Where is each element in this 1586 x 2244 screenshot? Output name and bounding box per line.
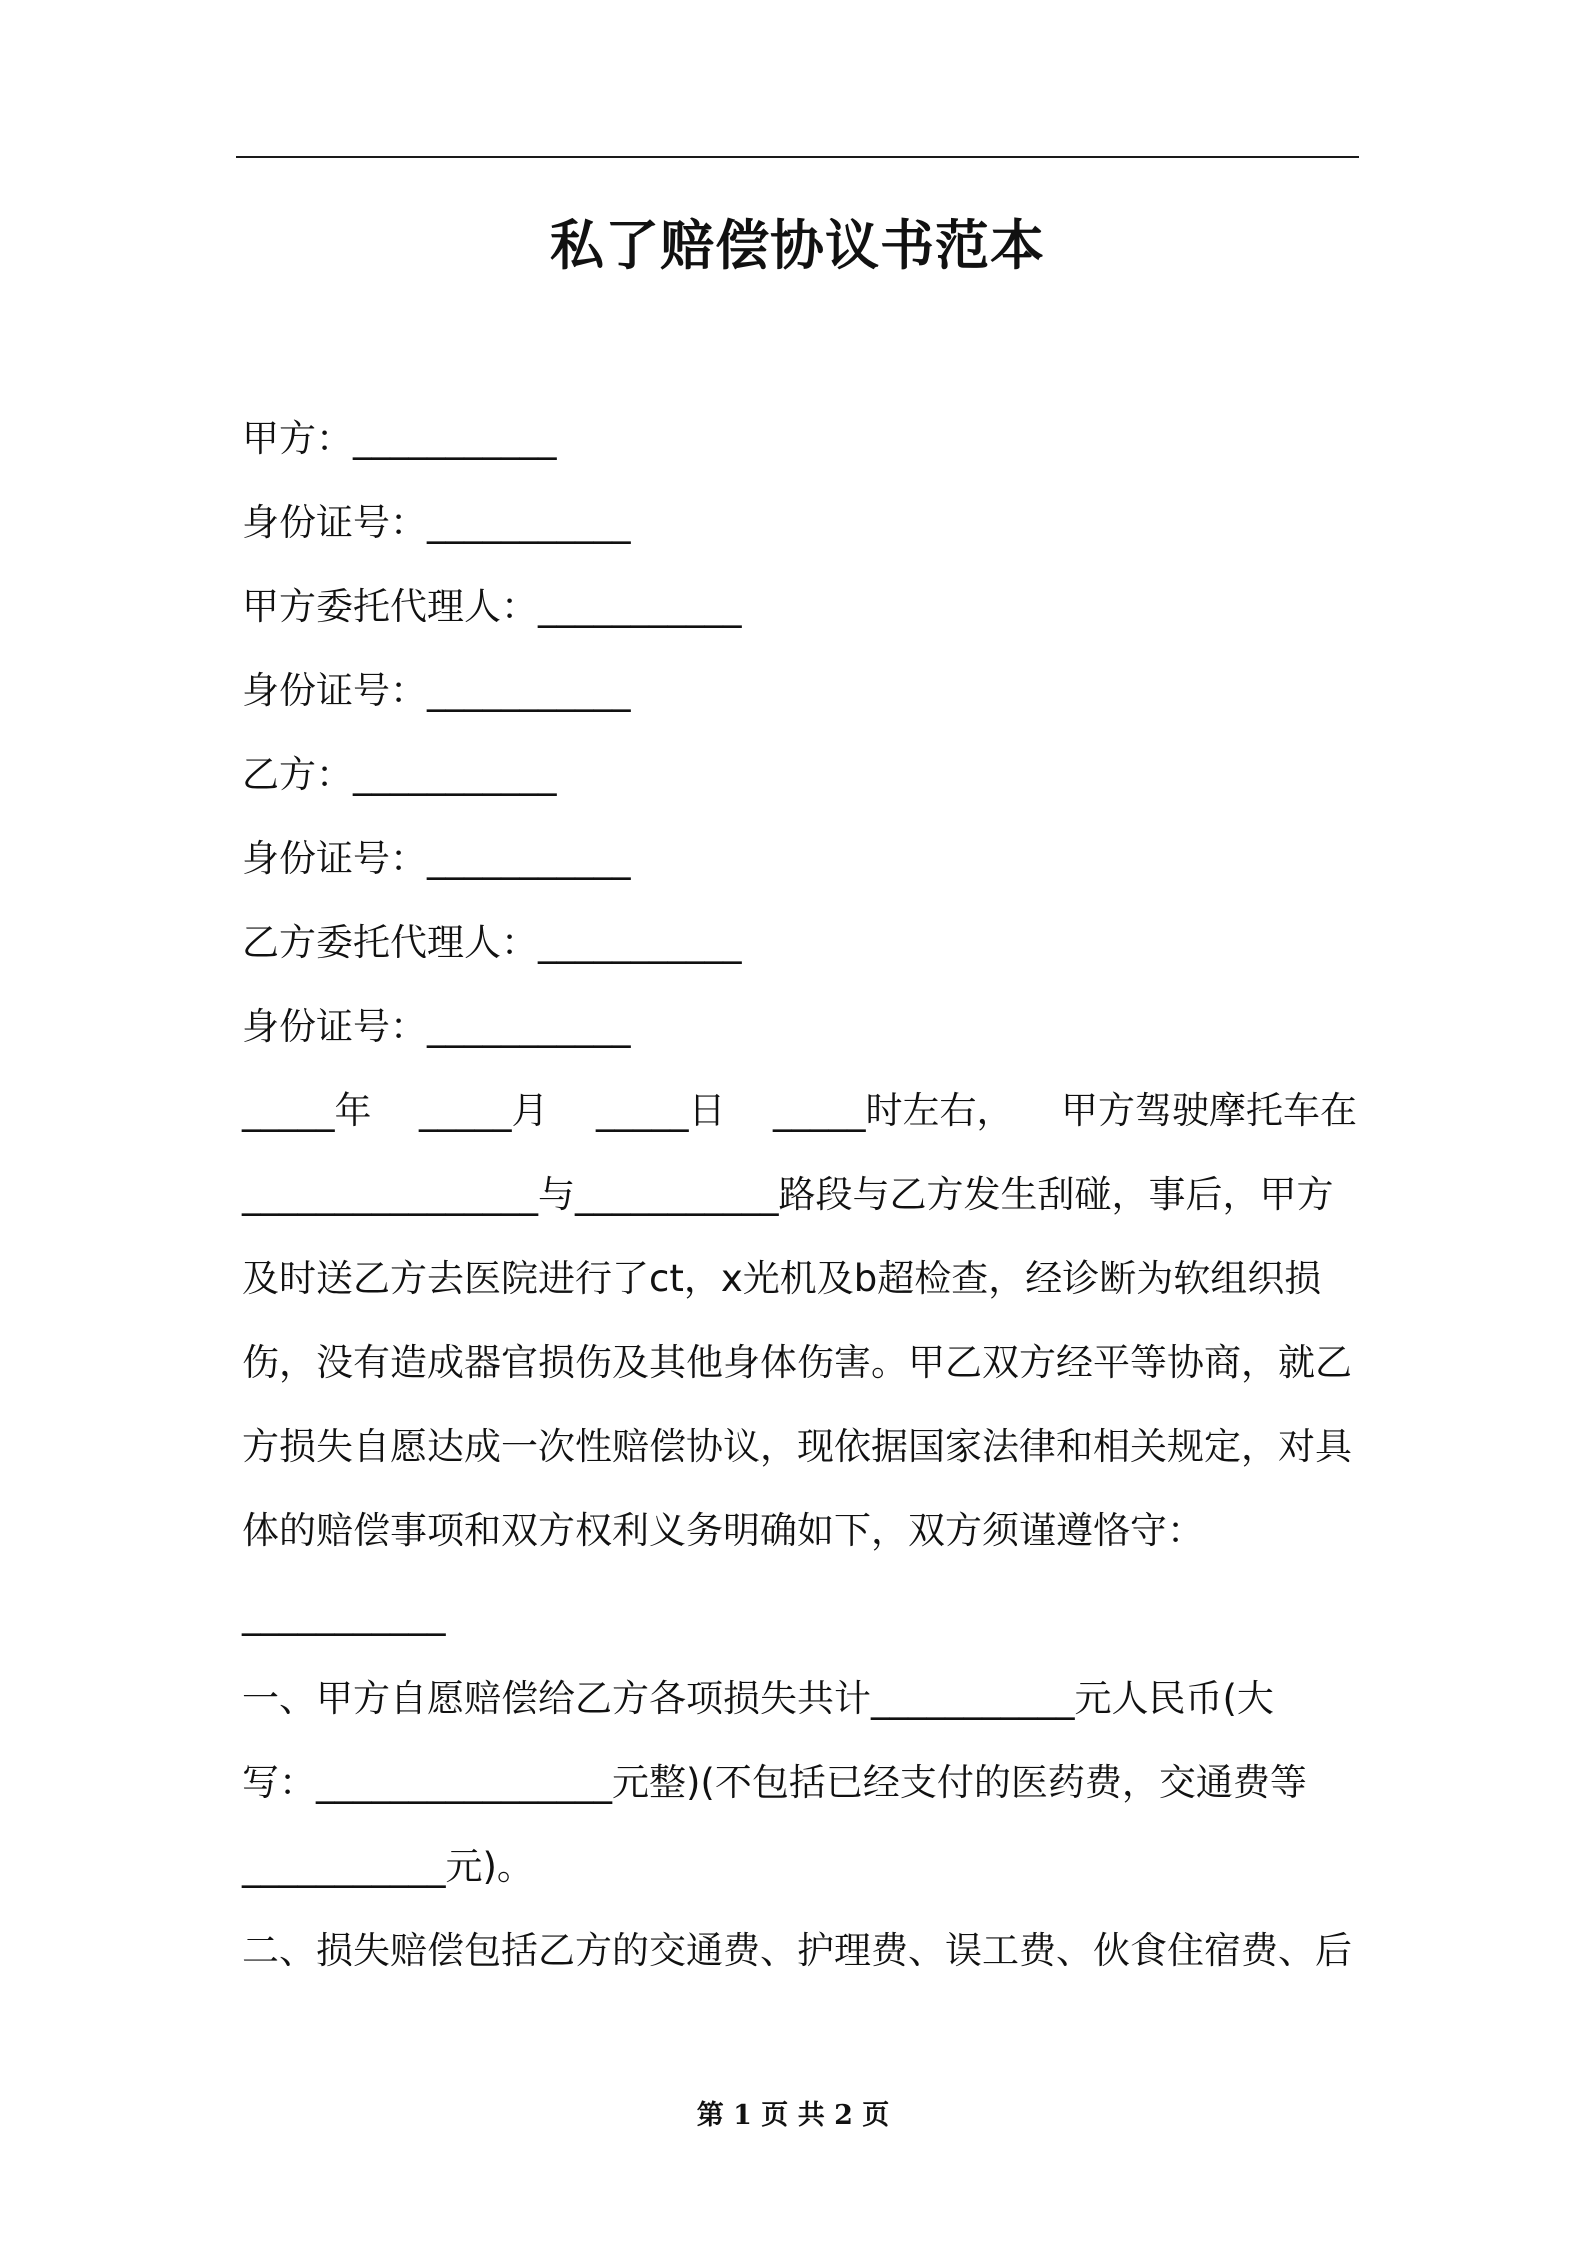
clause-1-line-3: ___________元)。 bbox=[242, 1845, 534, 1888]
intro-line-5: 方损失自愿达成一次性赔偿协议，现依据国家法律和相关规定，对具 bbox=[242, 1425, 1352, 1468]
intro-line-2: ________________与___________路段与乙方发生刮碰，事后，甲方 bbox=[242, 1173, 1334, 1216]
page-number: 第 1 页 共 2 页 bbox=[696, 2100, 890, 2131]
clause-1-line-1: 一、甲方自愿赔偿给乙方各项损失共计___________元人民币(大 bbox=[242, 1677, 1274, 1720]
intro-line-4: 伤，没有造成器官损伤及其他身体伤害。甲乙双方经平等协商，就乙 bbox=[242, 1341, 1352, 1384]
document-title: 私了赔偿协议书范本 bbox=[550, 214, 1045, 277]
party-b-name-line: 乙方：___________ bbox=[242, 753, 557, 796]
intro-vehicle-text: 甲方驾驶摩托车在 bbox=[1061, 1089, 1357, 1132]
party-a-agent-id-line: 身份证号：___________ bbox=[242, 669, 631, 712]
party-b-agent-line: 乙方委托代理人：___________ bbox=[242, 921, 742, 964]
party-a-id-line: 身份证号：___________ bbox=[242, 501, 631, 544]
intro-blank-line: ___________ bbox=[242, 1593, 446, 1636]
intro-line-6: 体的赔偿事项和双方权利义务明确如下，双方须谨遵恪守： bbox=[242, 1509, 1204, 1552]
party-b-id-line: 身份证号：___________ bbox=[242, 837, 631, 880]
clause-2-line-1: 二、损失赔偿包括乙方的交通费、护理费、误工费、伙食住宿费、后 bbox=[242, 1929, 1352, 1972]
intro-line-3: 及时送乙方去医院进行了ct，x光机及b超检查，经诊断为软组织损 bbox=[242, 1257, 1322, 1300]
party-a-agent-line: 甲方委托代理人：___________ bbox=[242, 585, 742, 628]
party-a-name-line: 甲方：___________ bbox=[242, 417, 557, 460]
intro-month-blank: _____月 bbox=[419, 1089, 549, 1132]
clause-1-line-2: 写：________________元整)(不包括已经支付的医药费，交通费等 bbox=[242, 1761, 1307, 1804]
party-b-agent-id-line: 身份证号：___________ bbox=[242, 1005, 631, 1048]
intro-day-blank: _____日 bbox=[596, 1089, 726, 1132]
intro-time-blank: _____时左右， bbox=[773, 1089, 1014, 1132]
intro-year-blank: _____年 bbox=[242, 1089, 372, 1132]
intro-line-1 bbox=[242, 1081, 1357, 1141]
header-rule bbox=[236, 156, 1359, 158]
